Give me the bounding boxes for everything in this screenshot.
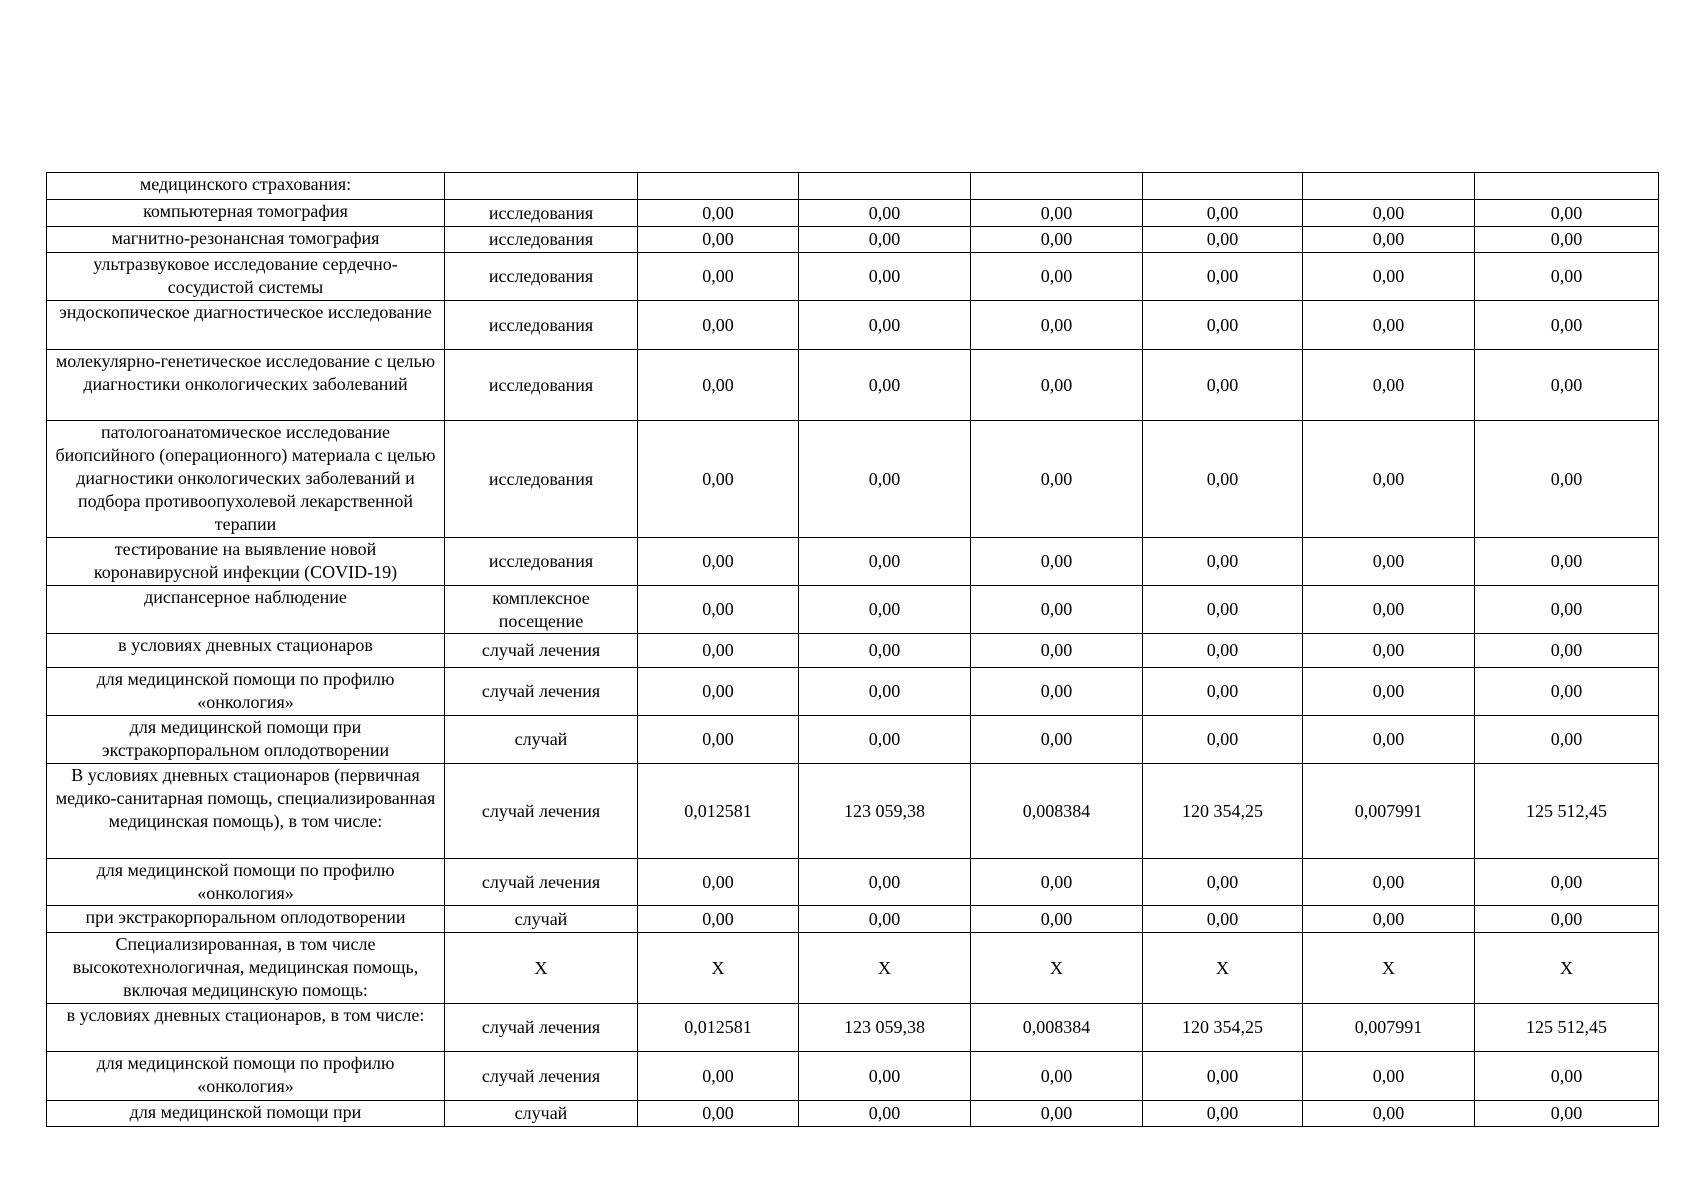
table-row	[47, 1004, 1659, 1052]
table-row	[47, 350, 1659, 421]
row-label: В условиях дневных стационаров (первичная медико-санитарная помощь, специализированная медицинская помощь), в том числе:	[47, 764, 445, 859]
table-row	[47, 586, 1659, 634]
value-cell: 0,00	[1475, 668, 1659, 716]
value-cell: 0,00	[638, 1101, 799, 1127]
table-row	[47, 716, 1659, 764]
row-label: для медицинской помощи по профилю «онкология»	[47, 859, 445, 906]
value-cell: 0,00	[1143, 301, 1303, 350]
value-cell: 0,00	[799, 586, 971, 634]
row-unit: случай лечения	[445, 1052, 638, 1101]
value-cell: 0,00	[1143, 716, 1303, 764]
value-cell	[1475, 173, 1659, 200]
value-cell: 0,00	[1143, 859, 1303, 906]
table-row	[47, 301, 1659, 350]
row-label: в условиях дневных стационаров	[47, 634, 445, 668]
row-label: тестирование на выявление новой коронавирусной инфекции (COVID-19)	[47, 538, 445, 586]
value-cell: 0,00	[1143, 634, 1303, 668]
row-unit: случай лечения	[445, 764, 638, 859]
value-cell	[971, 173, 1143, 200]
value-cell: 0,00	[1303, 668, 1475, 716]
table-row	[47, 227, 1659, 253]
value-cell: 0,00	[1143, 200, 1303, 227]
table-row	[47, 1052, 1659, 1101]
row-unit	[445, 173, 638, 200]
value-cell: 0,00	[971, 227, 1143, 253]
value-cell: 0,00	[1143, 350, 1303, 421]
value-cell: 0,00	[971, 634, 1143, 668]
value-cell: X	[799, 933, 971, 1004]
table-row	[47, 538, 1659, 586]
value-cell: 0,00	[638, 200, 799, 227]
value-cell: 0,00	[971, 253, 1143, 301]
value-cell: 0,00	[1143, 1101, 1303, 1127]
row-label: компьютерная томография	[47, 200, 445, 227]
value-cell: 0,00	[1303, 421, 1475, 538]
value-cell: 0,00	[1303, 1052, 1475, 1101]
row-unit: X	[445, 933, 638, 1004]
value-cell: 0,00	[1475, 350, 1659, 421]
table-row	[47, 634, 1659, 668]
value-cell: 0,00	[971, 1101, 1143, 1127]
value-cell: 0,00	[1143, 586, 1303, 634]
value-cell: 0,00	[1475, 301, 1659, 350]
row-label: магнитно-резонансная томография	[47, 227, 445, 253]
value-cell: 0,00	[1475, 1101, 1659, 1127]
value-cell: 0,00	[1143, 1052, 1303, 1101]
row-unit: случай лечения	[445, 859, 638, 906]
value-cell: 0,00	[799, 716, 971, 764]
value-cell: 0,00	[1303, 253, 1475, 301]
value-cell: 0,00	[971, 906, 1143, 933]
value-cell: 0,00	[638, 634, 799, 668]
value-cell: 0,00	[971, 350, 1143, 421]
value-cell: 0,00	[799, 634, 971, 668]
value-cell: 0,00	[971, 301, 1143, 350]
value-cell: 0,00	[638, 716, 799, 764]
value-cell: 0,00	[1303, 716, 1475, 764]
table-row	[47, 253, 1659, 301]
row-unit: исследования	[445, 253, 638, 301]
row-label: Специализированная, в том числе высокотехнологичная, медицинская помощь, включая медицинскую помощь:	[47, 933, 445, 1004]
value-cell: X	[1143, 933, 1303, 1004]
table-row	[47, 421, 1659, 538]
row-unit: случай	[445, 1101, 638, 1127]
value-cell: X	[1475, 933, 1659, 1004]
value-cell: 0,00	[1143, 538, 1303, 586]
row-unit: исследования	[445, 421, 638, 538]
value-cell: 0,00	[799, 906, 971, 933]
value-cell: 0,00	[1475, 253, 1659, 301]
value-cell: 0,00	[638, 538, 799, 586]
value-cell: X	[971, 933, 1143, 1004]
table-row	[47, 764, 1659, 859]
row-unit: комплексное посещение	[445, 586, 638, 634]
row-label: для медицинской помощи по профилю «онкология»	[47, 668, 445, 716]
value-cell: 0,00	[638, 227, 799, 253]
row-unit: случай лечения	[445, 1004, 638, 1052]
value-cell: 123 059,38	[799, 1004, 971, 1052]
value-cell: 0,00	[1303, 634, 1475, 668]
value-cell: 0,00	[1475, 586, 1659, 634]
row-unit: исследования	[445, 538, 638, 586]
row-unit: случай лечения	[445, 634, 638, 668]
value-cell: 0,00	[1303, 350, 1475, 421]
value-cell: 0,00	[1303, 906, 1475, 933]
value-cell: 0,00	[971, 421, 1143, 538]
value-cell: 0,00	[1143, 668, 1303, 716]
value-cell: 0,00	[638, 350, 799, 421]
table-row	[47, 173, 1659, 200]
value-cell	[799, 173, 971, 200]
value-cell: 120 354,25	[1143, 764, 1303, 859]
value-cell: 0,007991	[1303, 764, 1475, 859]
value-cell: 0,00	[638, 859, 799, 906]
value-cell	[1303, 173, 1475, 200]
table-row	[47, 1101, 1659, 1127]
value-cell: 0,00	[1303, 227, 1475, 253]
value-cell: 0,00	[971, 586, 1143, 634]
table-row	[47, 668, 1659, 716]
value-cell: 0,00	[799, 301, 971, 350]
value-cell: 0,00	[799, 1052, 971, 1101]
value-cell: 0,00	[799, 421, 971, 538]
value-cell: 0,00	[1303, 538, 1475, 586]
value-cell: 0,00	[1475, 538, 1659, 586]
value-cell: 0,00	[799, 538, 971, 586]
value-cell: 0,00	[1303, 301, 1475, 350]
table-row	[47, 859, 1659, 906]
row-label: для медицинской помощи при экстракорпоральном оплодотворении	[47, 716, 445, 764]
value-cell: 0,00	[1303, 200, 1475, 227]
value-cell: 0,00	[799, 668, 971, 716]
value-cell: 120 354,25	[1143, 1004, 1303, 1052]
row-label: для медицинской помощи при	[47, 1101, 445, 1127]
value-cell: 0,00	[971, 1052, 1143, 1101]
value-cell: 0,00	[799, 200, 971, 227]
value-cell: 0,00	[638, 253, 799, 301]
value-cell: 0,00	[1475, 200, 1659, 227]
value-cell: 0,00	[1475, 1052, 1659, 1101]
value-cell: 0,00	[799, 1101, 971, 1127]
value-cell: 0,00	[971, 668, 1143, 716]
row-unit: случай	[445, 906, 638, 933]
value-cell: 0,00	[1303, 1101, 1475, 1127]
value-cell: 0,00	[799, 859, 971, 906]
row-unit: случай	[445, 716, 638, 764]
value-cell: 0,00	[638, 668, 799, 716]
row-label: в условиях дневных стационаров, в том числе:	[47, 1004, 445, 1052]
value-cell: 0,00	[1303, 859, 1475, 906]
value-cell: 0,00	[1143, 253, 1303, 301]
value-cell: 0,00	[1475, 421, 1659, 538]
value-cell: 0,00	[1475, 634, 1659, 668]
row-label: эндоскопическое диагностическое исследование	[47, 301, 445, 350]
value-cell: 125 512,45	[1475, 764, 1659, 859]
value-cell: 0,00	[799, 227, 971, 253]
row-label: патологоанатомическое исследование биопсийного (операционного) материала с целью диагностики онкологических заболеваний и подбора противоопухолевой лекарственной терапии	[47, 421, 445, 538]
value-cell: 0,00	[638, 586, 799, 634]
value-cell: 0,00	[638, 421, 799, 538]
value-cell: 0,00	[971, 859, 1143, 906]
value-cell: 0,00	[971, 716, 1143, 764]
value-cell: X	[1303, 933, 1475, 1004]
table-body	[47, 173, 1659, 1127]
value-cell	[1143, 173, 1303, 200]
value-cell: 0,00	[638, 301, 799, 350]
value-cell: 0,012581	[638, 764, 799, 859]
row-unit: исследования	[445, 350, 638, 421]
value-cell: 0,008384	[971, 1004, 1143, 1052]
row-label: для медицинской помощи по профилю «онкология»	[47, 1052, 445, 1101]
value-cell	[638, 173, 799, 200]
value-cell: 0,00	[1143, 227, 1303, 253]
value-cell: 123 059,38	[799, 764, 971, 859]
row-label: диспансерное наблюдение	[47, 586, 445, 634]
value-cell: 0,00	[1475, 716, 1659, 764]
row-unit: исследования	[445, 301, 638, 350]
row-unit: случай лечения	[445, 668, 638, 716]
value-cell: 0,00	[1303, 586, 1475, 634]
data-table	[46, 172, 1659, 1127]
row-unit: исследования	[445, 200, 638, 227]
value-cell: 0,008384	[971, 764, 1143, 859]
row-label: при экстракорпоральном оплодотворении	[47, 906, 445, 933]
value-cell: 0,00	[1475, 227, 1659, 253]
value-cell: 0,00	[638, 906, 799, 933]
value-cell: 0,00	[1475, 859, 1659, 906]
value-cell: 0,00	[638, 1052, 799, 1101]
table-row	[47, 906, 1659, 933]
value-cell: 0,00	[1475, 906, 1659, 933]
row-label: молекулярно-генетическое исследование с целью диагностики онкологических заболеваний	[47, 350, 445, 421]
value-cell: X	[638, 933, 799, 1004]
value-cell: 0,00	[971, 538, 1143, 586]
value-cell: 0,00	[799, 350, 971, 421]
table-row	[47, 200, 1659, 227]
value-cell: 0,00	[1143, 906, 1303, 933]
table-row	[47, 933, 1659, 1004]
value-cell: 0,00	[799, 253, 971, 301]
value-cell: 0,012581	[638, 1004, 799, 1052]
value-cell: 0,00	[1143, 421, 1303, 538]
value-cell: 0,00	[971, 200, 1143, 227]
row-label: ультразвуковое исследование сердечно-сосудистой системы	[47, 253, 445, 301]
row-unit: исследования	[445, 227, 638, 253]
value-cell: 125 512,45	[1475, 1004, 1659, 1052]
row-label: медицинского страхования:	[47, 173, 445, 200]
value-cell: 0,007991	[1303, 1004, 1475, 1052]
